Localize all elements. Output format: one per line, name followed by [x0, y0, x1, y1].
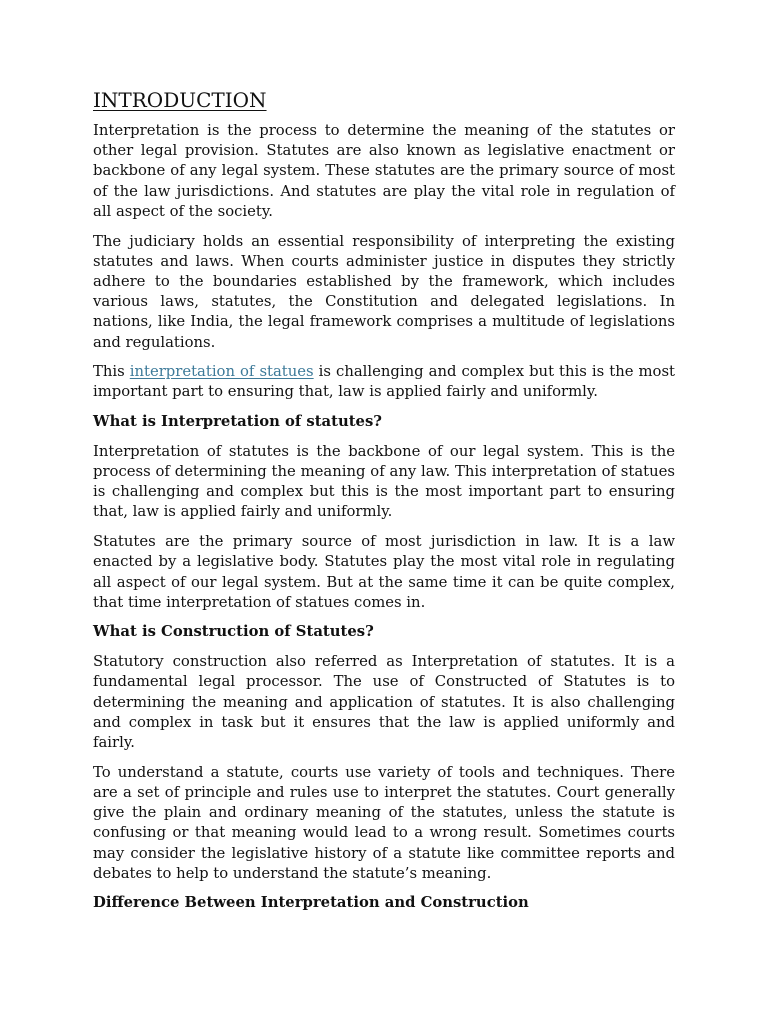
intro-paragraph-1: Interpretation is the process to determine the meaning of the statutes or other legal provision. Statutes are also known as legislative enactment or backbone of any legal system. These statutes are the primary source of most of the law jurisdictions. And statutes are play the vital role in regulation of all aspect of the society.	[93, 122, 675, 220]
interpretation-paragraph-2: Statutes are the primary source of most jurisdiction in law. It is a law enacted by a legislative body. Statutes play the most vital role in regulating all aspect of our legal system. But at the same time it can be quite complex, that time interpretation of statues comes in.	[93, 533, 675, 611]
construction-paragraph-1: Statutory construction also referred as Interpretation of statutes. It is a fundamental legal processor. The use of Constructed of Statutes is to determining the meaning and application of statutes. It is also challenging and complex in task but it ensures that the law is applied uniformly and fairly.	[93, 653, 675, 751]
interpretation-of-statues-link[interactable]: interpretation of statues	[129, 363, 314, 381]
section-heading-construction: What is Construction of Statutes?	[93, 623, 374, 641]
document-page	[93, 86, 675, 923]
section-heading-difference: Difference Between Interpretation and Construction	[93, 894, 529, 912]
intro-paragraph-2: The judiciary holds an essential responsibility of interpreting the existing statutes and laws. When courts administer justice in disputes they strictly adhere to the boundaries established by the framework, which includes various laws, statutes, the Constitution and delegated legislations. In nations, like India, the legal framework comprises a multitude of legislations and regulations.	[93, 232, 675, 351]
section-heading-interpretation: What is Interpretation of statutes?	[93, 413, 382, 431]
intro-paragraph-3-lead: This	[93, 363, 130, 381]
page-title: INTRODUCTION	[93, 88, 267, 112]
intro-paragraph-3	[93, 362, 675, 402]
intro-paragraph-3-tail: is challenging and complex but this is the most important part to ensuring that, law is applied fairly and uniformly.	[93, 363, 675, 401]
interpretation-paragraph-1: Interpretation of statutes is the backbone of our legal system. This is the process of determining the meaning of any law. This interpretation of statues is challenging and complex but this is the most important part to ensuring that, law is applied fairly and uniformly.	[93, 442, 675, 521]
construction-paragraph-2: To understand a statute, courts use variety of tools and techniques. There are a set of principle and rules use to interpret the statutes. Court generally give the plain and ordinary meaning of the statutes, unless the statute is confusing or that meaning would lead to a wrong result. Sometimes courts may consider the legislative history of a statute like committee reports and debates to help to understand the statute’s meaning.	[93, 763, 675, 882]
